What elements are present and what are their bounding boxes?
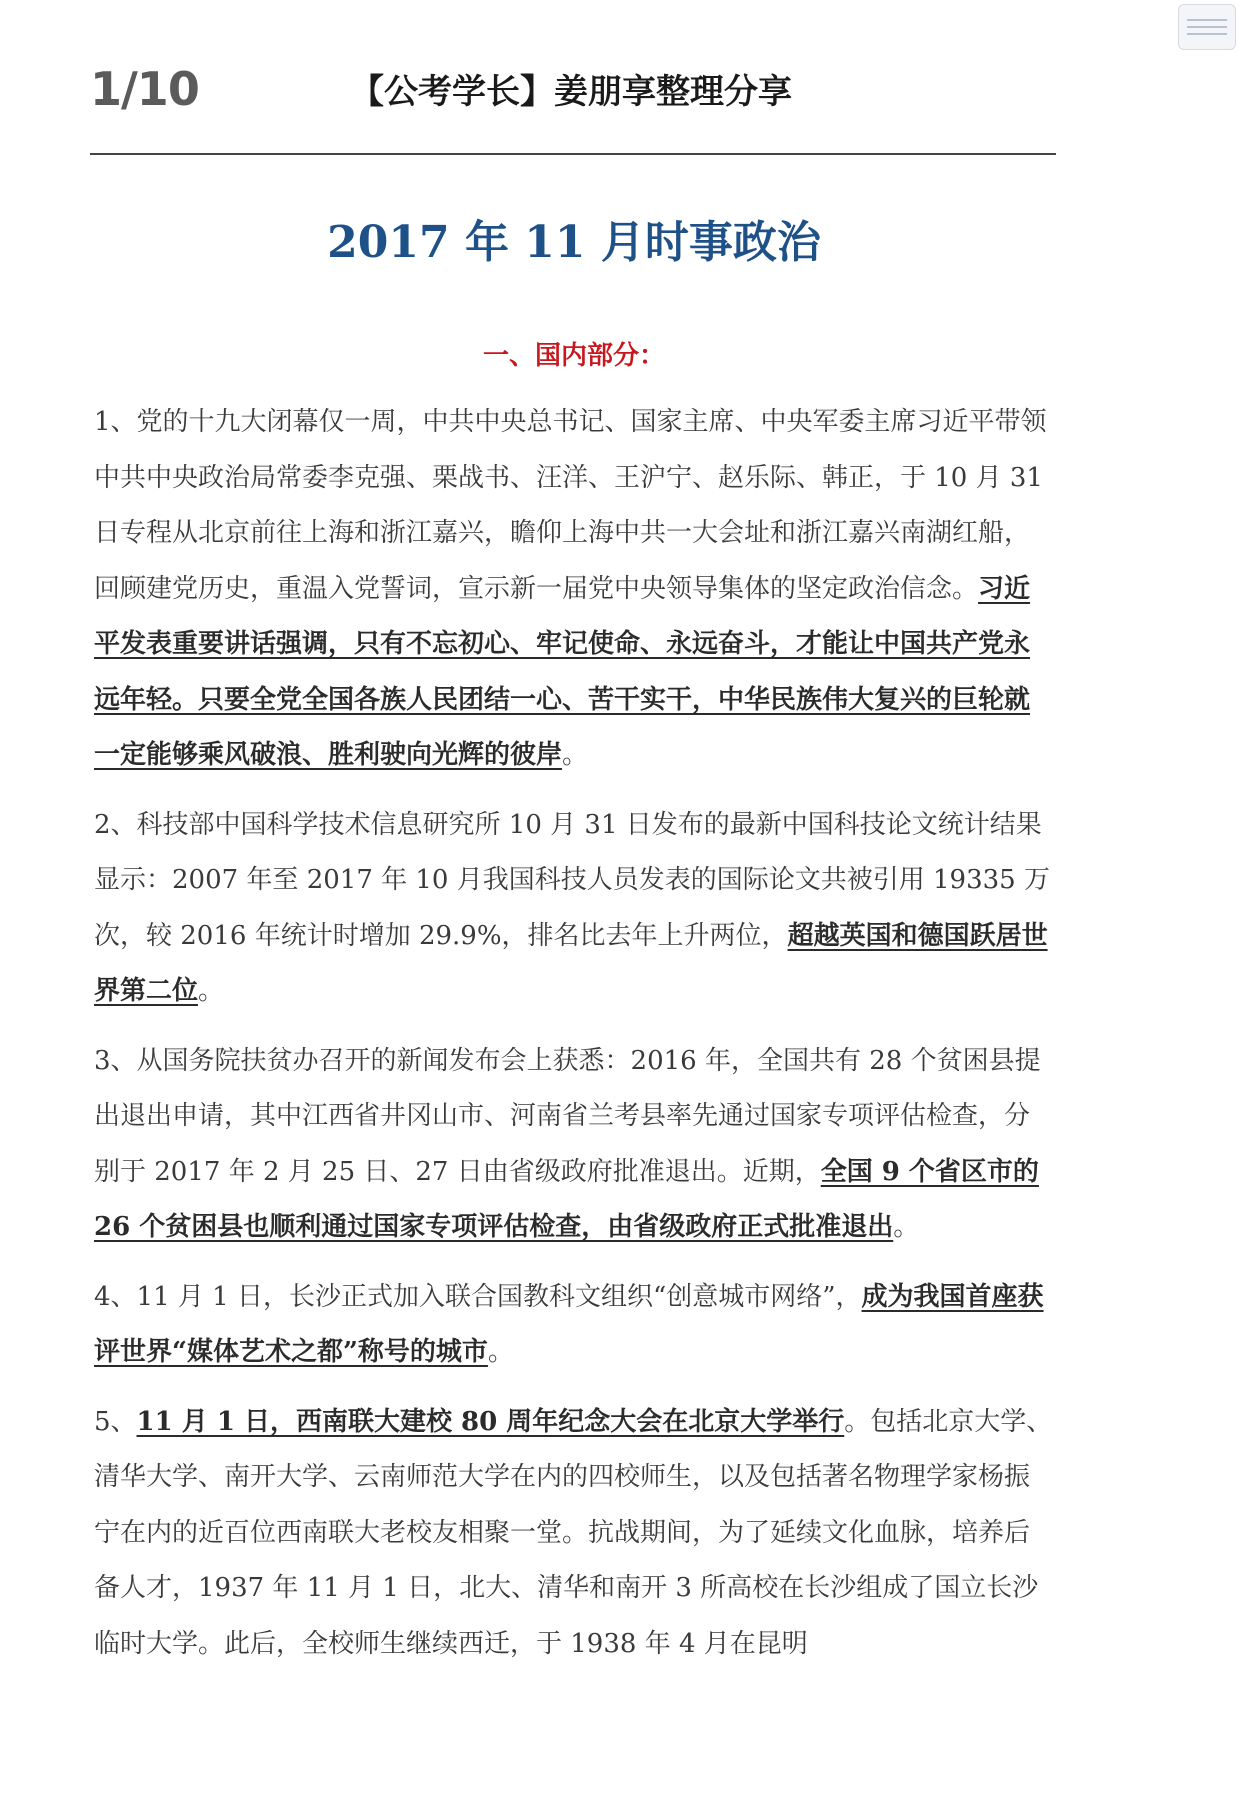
- news-item-1: [94, 395, 1054, 784]
- menu-line: [1187, 33, 1227, 35]
- news-item-3: [94, 1034, 1054, 1256]
- menu-line: [1187, 26, 1227, 28]
- item-highlight: 11 月 1 日，西南联大建校 80 周年纪念大会在北京大学举行: [136, 1406, 845, 1437]
- hamburger-menu-icon[interactable]: [1178, 4, 1236, 50]
- news-item-5: [94, 1395, 1054, 1673]
- item-text: 3、从国务院扶贫办召开的新闻发布会上获悉：2016 年，全国共有 28 个贫困县提出退出申请，其中江西省井冈山市、河南省兰考县率先通过国家专项评估检查，分别于 2017 年 2 月 25 日、27 日由省级政府批准退出。近期，: [94, 1045, 1041, 1187]
- item-tail: 。: [562, 740, 589, 770]
- menu-line: [1187, 19, 1227, 21]
- item-tail: 。包括北京大学、清华大学、南开大学、云南师范大学在内的四校师生，以及包括著名物理学家杨振宁在内的近百位西南联大老校友相聚一堂。抗战期间，为了延续文化血脉，培养后备人才，1937 年 11 月 1 日，北大、清华和南开 3 所高校在长沙组成了国立长沙临时大学。此后，全校师生继续西迁，于 1938 年 4 月在昆明: [94, 1406, 1053, 1659]
- item-text: 5、: [94, 1406, 137, 1437]
- news-item-2: [94, 798, 1054, 1020]
- news-item-4: [94, 1270, 1054, 1381]
- article-body: [94, 395, 1054, 1686]
- item-tail: 。: [487, 1337, 514, 1367]
- item-tail: 。: [893, 1212, 920, 1242]
- item-text: 4、11 月 1 日，长沙正式加入联合国教科文组织“创意城市网络”，: [94, 1281, 862, 1312]
- item-highlight: 超越英国和德国跃居世界第二位: [94, 920, 1048, 1006]
- section-heading: 一、国内部分：: [482, 341, 665, 371]
- item-highlight: 成为我国首座获评世界“媒体艺术之都”称号的城市: [94, 1281, 1044, 1367]
- document-title: 2017 年 11 月时事政治: [327, 217, 821, 268]
- page-indicator: 1/10: [90, 62, 199, 116]
- item-text: 2、科技部中国科学技术信息研究所 10 月 31 日发布的最新中国科技论文统计结果显示：2007 年至 2017 年 10 月我国科技人员发表的国际论文共被引用 19335 万次，较 2016 年统计时增加 29.9%，排名比去年上升两位，: [94, 809, 1050, 951]
- header-title: 【公考学长】姜朋享整理分享: [350, 72, 792, 112]
- item-highlight: 习近平发表重要讲话强调，只有不忘初心、牢记使命、永远奋斗，才能让中国共产党永远年轻。只要全党全国各族人民团结一心、苦干实干，中华民族伟大复兴的巨轮就一定能够乘风破浪、胜利驶向光辉的彼岸: [94, 573, 1031, 770]
- item-text: 1、党的十九大闭幕仅一周，中共中央总书记、国家主席、中央军委主席习近平带领中共中央政治局常委李克强、栗战书、汪洋、王沪宁、赵乐际、韩正，于 10 月 31 日专程从北京前往上海和浙江嘉兴，瞻仰上海中共一大会址和浙江嘉兴南湖红船，回顾建党历史，重温入党誓词，宣示新一届党中央领导集体的坚定政治信念。: [94, 407, 1047, 604]
- item-highlight: 全国 9 个省区市的 26 个贫困县也顺利通过国家专项评估检查，由省级政府正式批准退出: [94, 1156, 1039, 1242]
- header-divider: [90, 153, 1056, 155]
- item-tail: 。: [198, 976, 225, 1006]
